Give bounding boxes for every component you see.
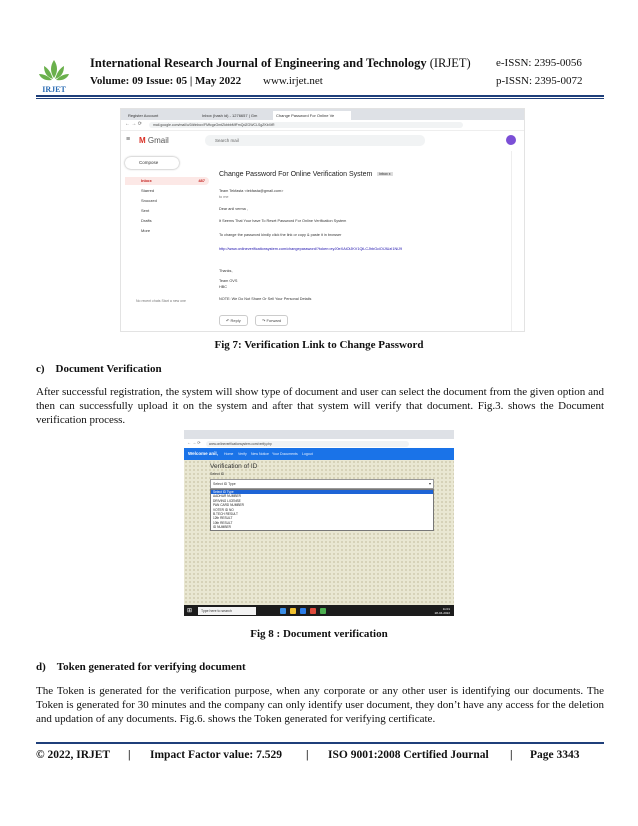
browser-tab-bar	[121, 109, 524, 120]
dropdown-option[interactable]: Select ID Type	[211, 490, 433, 494]
gmail-m-icon: M	[139, 136, 146, 145]
nav-link-documents[interactable]: Your Documents	[272, 451, 298, 456]
reply-icon: ↶	[226, 318, 231, 323]
forward-label: Forward	[266, 318, 282, 323]
search-input[interactable]: Search mail	[205, 135, 425, 146]
email-team-2: HBC	[219, 285, 228, 289]
nav-more[interactable]: More	[141, 228, 151, 233]
email-note: NOTE: We Do Not Share Or Sell Your Personal Details	[219, 297, 312, 301]
windows-taskbar	[184, 605, 454, 616]
address-bar	[121, 120, 524, 131]
nav-inbox[interactable]	[125, 177, 209, 185]
footer-page-number: Page 3343	[530, 749, 580, 761]
dropdown-option[interactable]: AADHAR NUMBER	[213, 494, 241, 499]
gmail-name: Gmail	[147, 136, 169, 145]
select-label: Select ID	[210, 472, 225, 476]
gmail-logo	[139, 136, 169, 145]
site-brand: Welcome anil,	[188, 451, 218, 456]
windows-start-icon[interactable]: ⊞	[187, 608, 193, 614]
svg-text:IRJET: IRJET	[42, 85, 66, 94]
eissn: e-ISSN: 2395-0056	[496, 57, 582, 69]
nav-link-new-notice[interactable]: New Notice	[251, 451, 269, 456]
forward-icon: ↷	[262, 318, 267, 323]
footer-impact-factor: Impact Factor value: 7.529	[150, 749, 283, 761]
dropdown-option[interactable]: ID NUMBER	[213, 525, 231, 530]
taskbar-clock	[435, 607, 450, 615]
page-title: Verification of ID	[210, 463, 258, 470]
site-navbar	[184, 448, 454, 460]
side-panel	[511, 151, 524, 331]
section-c-heading: c) Document Verification	[36, 363, 162, 375]
dropdown-option[interactable]: PAN CARD NUMBER	[213, 503, 244, 508]
irjet-logo	[36, 56, 72, 96]
folder-icon[interactable]	[290, 608, 296, 614]
menu-icon[interactable]: ≡	[126, 136, 131, 143]
dropdown-option[interactable]: DRIVING LICENSE	[213, 498, 241, 503]
avatar[interactable]	[506, 135, 516, 145]
footer-copyright: © 2022, IRJET	[36, 749, 111, 761]
footer-separator: |	[306, 749, 309, 761]
section-d-heading: d) Token generated for verifying document	[36, 661, 246, 673]
reply-label: Reply	[230, 318, 241, 323]
reset-link[interactable]: http://www.onlineverificationsystem.com/changepassword/?token=eyJ0eXAiOiJKV1QiLCJhbGciOiJIUzI1NiJ9	[219, 247, 403, 251]
dropdown-option[interactable]: VOTER ID NO	[213, 507, 234, 512]
clock-time: 11:01	[442, 606, 450, 611]
email-greeting: Dear anil verma ,	[219, 207, 248, 211]
app-icon[interactable]	[310, 608, 316, 614]
nav-snoozed[interactable]: Snoozed	[141, 198, 157, 203]
dropdown-option[interactable]: B.TECH RESULT	[213, 512, 238, 517]
email-thanks: Thanks,	[219, 269, 233, 273]
journal-website[interactable]: www.irjet.net	[263, 75, 323, 87]
section-c-paragraph: After successful registration, the system will show type of document and user can select the document from the given option and then can successfully upload it on the system and after that system will verify that document. Fig.3. shows the Document verification process.	[36, 386, 604, 426]
figure-8-caption: Fig 8 : Document verification	[250, 628, 388, 640]
forward-button[interactable]	[255, 315, 288, 326]
chevron-down-icon: ▾	[428, 481, 431, 486]
email-team: Team OVS	[219, 279, 238, 283]
figure-7-gmail-screenshot	[120, 108, 525, 332]
reply-button[interactable]	[219, 315, 248, 326]
journal-title	[90, 56, 471, 71]
journal-abbr: (IRJET)	[429, 56, 471, 70]
inbox-badge[interactable]: Inbox x	[379, 172, 391, 177]
gmail-header	[121, 131, 524, 151]
inbox-count: 487	[198, 178, 205, 183]
footer-separator: |	[128, 749, 131, 761]
store-icon[interactable]	[300, 608, 306, 614]
header-rule-thin	[36, 98, 604, 99]
compose-button[interactable]: Compose	[125, 157, 179, 169]
nav-link-logout[interactable]: Logout	[302, 451, 313, 456]
nav-arrows-icon[interactable]: ← → ⟳	[125, 121, 142, 127]
figure-8-document-verification-screenshot	[184, 430, 454, 616]
nav-starred[interactable]: Starred	[141, 188, 155, 193]
nav-sent[interactable]: Sent	[141, 208, 150, 213]
email-line-1: It Seems That Your have To Reset Password For Online Verification System	[219, 219, 347, 223]
edge-icon[interactable]	[280, 608, 286, 614]
url-field[interactable]: www.onlineverificationsystem.com/verify.php	[206, 441, 409, 447]
section-d-paragraph: The Token is generated for the verification purpose, when any corporate or any other user is identifying our documents. The Token is generated for 30 minutes and the company can only identify user document, they don’t have any access for the deletion and updation of any documents. Fig.6. shows the Token generated for verifying certificate.	[36, 685, 604, 725]
journal-name: International Research Journal of Engineering and Technology	[90, 56, 427, 70]
footer-rule	[36, 742, 604, 744]
nav-link-verify[interactable]: Verify	[238, 451, 247, 456]
email-subject	[219, 171, 393, 178]
id-type-dropdown	[210, 489, 434, 531]
footer-iso: ISO 9001:2008 Certified Journal	[328, 749, 489, 761]
dropdown-option[interactable]: 10th RESULT	[213, 520, 233, 525]
volume-issue: Volume: 09 Issue: 05 | May 2022	[90, 75, 242, 87]
email-sender: Team Tekfasta <tekfasta@gmail.com>	[219, 189, 284, 193]
taskbar-search[interactable]: Type here to search	[198, 607, 256, 615]
pissn: p-ISSN: 2395-0072	[496, 75, 583, 87]
url-field[interactable]: mail.google.com/mail/u/0/#inbox/FMfcgzGmtZkbbbMfFmQdZGWCLSgZKbXtR	[149, 122, 463, 128]
browser-tab[interactable]: Inbox (hash id) - 1276657 | Gm	[199, 111, 273, 120]
nav-arrows-icon[interactable]: ← → ⟳	[187, 440, 201, 445]
select-value: Select ID Type	[213, 482, 236, 486]
email-subject-text: Change Password For Online Verification System	[219, 171, 373, 178]
clock-date: 28-04-2022	[434, 610, 450, 615]
browser-tab[interactable]: Register Account	[125, 111, 199, 120]
nav-drafts[interactable]: Drafts	[141, 218, 152, 223]
id-type-select[interactable]	[210, 479, 434, 489]
nav-label: Inbox	[141, 178, 152, 183]
chat-note: No recent chats Start a new one	[136, 299, 186, 303]
figure-7-caption: Fig 7: Verification Link to Change Password	[214, 339, 424, 351]
nav-link-home[interactable]: Home	[224, 451, 234, 456]
dropdown-option[interactable]: 12th RESULT	[213, 516, 233, 521]
browser-tab-active[interactable]: Change Password For Online Ve	[273, 111, 351, 120]
email-to[interactable]: to me	[219, 195, 229, 199]
chrome-icon[interactable]	[320, 608, 326, 614]
email-line-2: To change the password kindly click the link or copy & paste it in browser	[219, 233, 342, 237]
browser-tab-bar	[184, 430, 454, 439]
header-rule	[36, 95, 604, 97]
footer-separator: |	[510, 749, 513, 761]
